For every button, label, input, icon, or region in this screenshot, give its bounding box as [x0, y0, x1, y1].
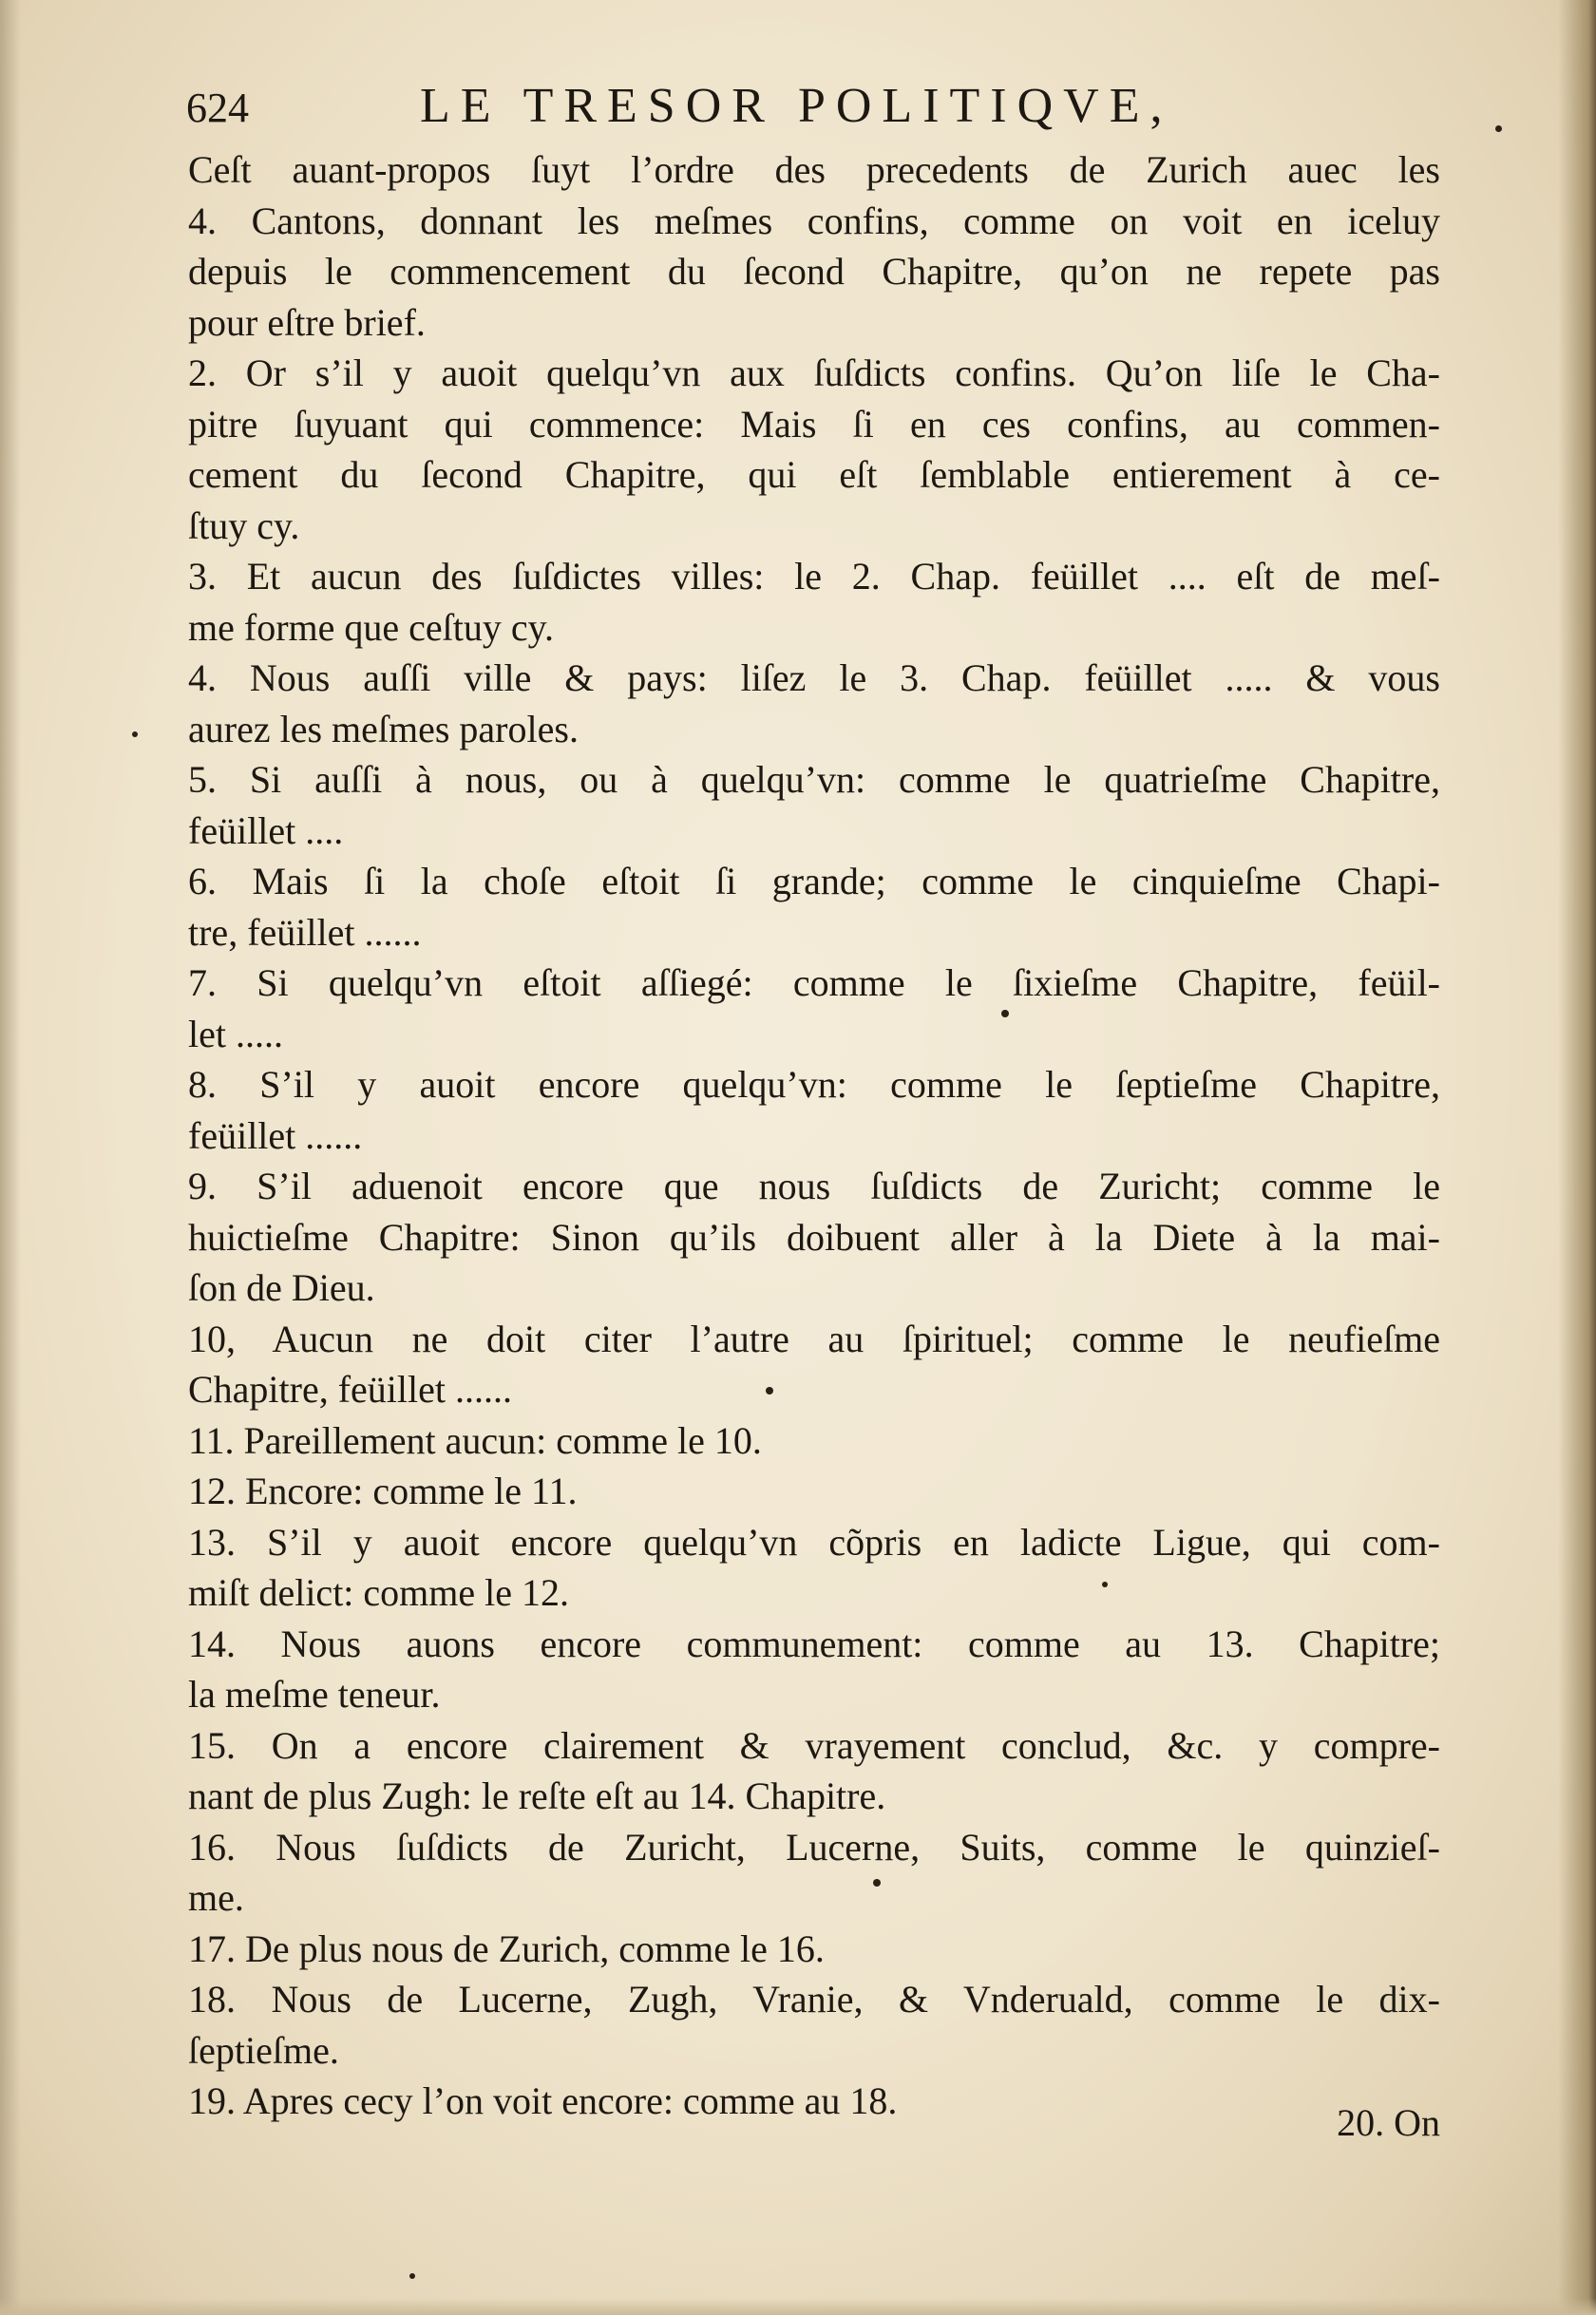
text-line: 2. Or s’il y auoit quelqu’vn aux ſuſdicts confins. Qu’on liſe le Cha-: [188, 351, 1440, 394]
text-line: 3. Et aucun des ſuſdictes villes: le 2. Chap. feüillet .... eſt de meſ-: [188, 555, 1440, 598]
text-line: tre, feüillet ......: [188, 910, 422, 954]
text-line: 18. Nous de Lucerne, Zugh, Vranie, & Vnderuald, comme le dix-: [188, 1978, 1440, 2021]
text-line: ſeptieſme.: [188, 2028, 339, 2072]
text-line: miſt delict: comme le 12.: [188, 1571, 570, 1614]
text-line: me forme que ceſtuy cy.: [188, 605, 555, 649]
text-line: 19. Apres cecy l’on voit encore: comme au 18.: [188, 2079, 898, 2122]
text-line: aurez les meſmes paroles.: [188, 707, 579, 750]
text-line: me.: [188, 1876, 244, 1919]
page-edge-shadow-left: [0, 0, 21, 2315]
text-line: 15. On a encore clairement & vrayement conclud, &c. y compre-: [188, 1723, 1440, 1767]
text-line: ſtuy cy.: [188, 503, 300, 547]
text-line: ſon de Dieu.: [188, 1266, 375, 1309]
text-line: 6. Mais ſi la choſe eſtoit ſi grande; comme le cinquieſme Chapi-: [188, 860, 1440, 902]
text-line: pour eſtre brief.: [188, 300, 426, 344]
page-edge-shadow-bottom: [0, 2298, 1596, 2315]
text-line: huictieſme Chapitre: Sinon qu’ils doibuent aller à la Diete à la mai-: [188, 1215, 1440, 1259]
ink-speck: [132, 731, 138, 737]
text-line: 5. Si auſſi à nous, ou à quelqu’vn: comme le quatrieſme Chapitre,: [188, 758, 1440, 801]
page-number: 624: [186, 85, 249, 131]
text-line: 9. S’il aduenoit encore que nous ſuſdicts de Zuricht; comme le: [188, 1165, 1440, 1207]
text-line: Chapitre, feüillet ......: [188, 1368, 513, 1411]
ink-speck: [409, 2273, 415, 2279]
text-line: 4. Cantons, donnant les meſmes confins, comme on voit en iceluy: [188, 199, 1440, 242]
text-line: feüillet ....: [188, 808, 344, 852]
text-line: la meſme teneur.: [188, 1673, 441, 1716]
text-line: 17. De plus nous de Zurich, comme le 16.: [188, 1926, 825, 1970]
text-line: 11. Pareillement aucun: comme le 10.: [188, 1418, 762, 1462]
body-text: [188, 144, 1440, 2127]
text-line: depuis le commencement du ſecond Chapitre, qu’on ne repete pas: [188, 250, 1440, 293]
ink-speck: [1495, 125, 1502, 132]
text-line: 4. Nous auſſi ville & pays: liſez le 3. Chap. feüillet ..... & vous: [188, 656, 1440, 699]
text-line: feüillet ......: [188, 1113, 363, 1157]
text-line: Ceſt auant-propos ſuyt l’ordre des precedents de Zurich auec les: [188, 148, 1440, 191]
text-line: 16. Nous ſuſdicts de Zuricht, Lucerne, Suits, comme le quinzieſ-: [188, 1825, 1440, 1869]
text-line: 8. S’il y auoit encore quelqu’vn: comme le ſeptieſme Chapitre,: [188, 1063, 1440, 1106]
text-line: nant de plus Zugh: le reſte eſt au 14. Chapitre.: [188, 1774, 886, 1817]
text-line: 12. Encore: comme le 11.: [188, 1470, 578, 1512]
page-edge-shadow-right: [1558, 0, 1596, 2315]
text-line: 7. Si quelqu’vn eſtoit aſſiegé: comme le ſixieſme Chapitre, feüil-: [188, 961, 1440, 1004]
text-line: pitre ſuyuant qui commence: Mais ſi en ces confins, au commen-: [188, 402, 1440, 446]
text-line: 13. S’il y auoit encore quelqu’vn cõpris en ladicte Ligue, qui com-: [188, 1520, 1440, 1564]
text-line: cement du ſecond Chapitre, qui eſt ſemblable entierement à ce-: [188, 453, 1440, 496]
running-title: LE TRESOR POLITIQVE,: [420, 79, 1173, 133]
page-header: [186, 78, 1469, 135]
text-line: 10, Aucun ne doit citer l’autre au ſpirituel; comme le neufieſme: [188, 1317, 1440, 1360]
text-line: let .....: [188, 1012, 283, 1055]
catchword: 20. On: [1337, 2101, 1440, 2144]
text-line: 14. Nous auons encore communement: comme au 13. Chapitre;: [188, 1622, 1440, 1665]
